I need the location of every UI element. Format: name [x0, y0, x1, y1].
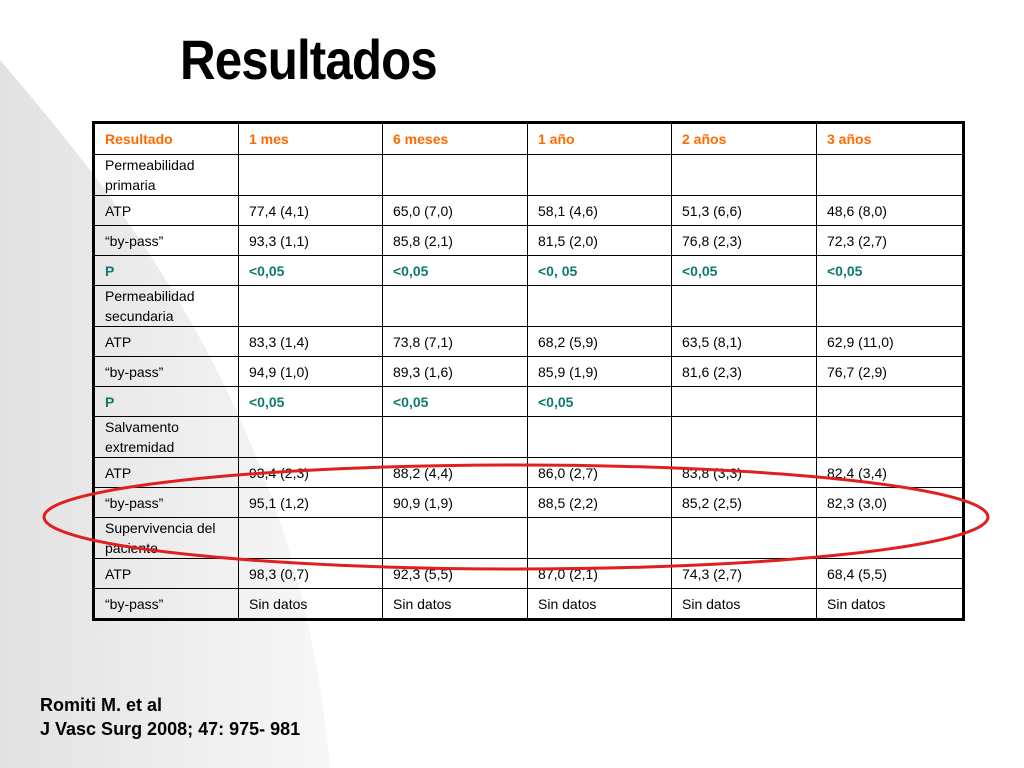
results-table — [92, 121, 965, 621]
table-cell — [672, 286, 817, 327]
table-cell: 65,0 (7,0) — [383, 196, 528, 226]
table-cell: 93,4 (2,3) — [239, 458, 383, 488]
table-cell: 63,5 (8,1) — [672, 327, 817, 357]
table-cell: <0,05 — [672, 256, 817, 286]
table-cell: <0, 05 — [528, 256, 672, 286]
table-cell — [528, 518, 672, 559]
table-cell: <0,05 — [817, 256, 964, 286]
table-row — [94, 196, 964, 226]
table-cell: 83,8 (3,3) — [672, 458, 817, 488]
table-cell — [528, 286, 672, 327]
table-cell — [672, 155, 817, 196]
table-cell: 83,3 (1,4) — [239, 327, 383, 357]
table-cell: 72,3 (2,7) — [817, 226, 964, 256]
table-cell — [672, 387, 817, 417]
row-label-cell: “by-pass” — [94, 589, 239, 620]
column-header: Resultado — [94, 123, 239, 155]
row-label-cell: P — [94, 387, 239, 417]
table-cell: 90,9 (1,9) — [383, 488, 528, 518]
citation-authors: Romiti M. et al — [40, 695, 163, 715]
row-label-cell: “by-pass” — [94, 357, 239, 387]
table-cell: <0,05 — [239, 387, 383, 417]
table-cell: Sin datos — [239, 589, 383, 620]
table-cell: <0,05 — [528, 387, 672, 417]
table-row — [94, 458, 964, 488]
table-cell — [239, 155, 383, 196]
table-cell: 88,5 (2,2) — [528, 488, 672, 518]
table-cell — [383, 417, 528, 458]
table-row — [94, 589, 964, 620]
row-label-cell: “by-pass” — [94, 488, 239, 518]
table-cell: 98,3 (0,7) — [239, 559, 383, 589]
table-cell — [239, 417, 383, 458]
column-header: 2 años — [672, 123, 817, 155]
table-row — [94, 226, 964, 256]
table-row — [94, 327, 964, 357]
table-row — [94, 488, 964, 518]
table-cell: 85,2 (2,5) — [672, 488, 817, 518]
table-group-row — [94, 155, 964, 196]
table-cell — [817, 155, 964, 196]
table-cell — [672, 417, 817, 458]
table-cell: 81,6 (2,3) — [672, 357, 817, 387]
row-label-cell: P — [94, 256, 239, 286]
row-label-cell: Salvamento extremidad — [94, 417, 239, 458]
column-header: 1 año — [528, 123, 672, 155]
table-cell — [817, 518, 964, 559]
table-cell — [383, 155, 528, 196]
table-cell: 89,3 (1,6) — [383, 357, 528, 387]
table-cell — [528, 155, 672, 196]
table-p-value-row — [94, 256, 964, 286]
table-cell: 82,4 (3,4) — [817, 458, 964, 488]
row-label-cell: ATP — [94, 327, 239, 357]
table-cell: 94,9 (1,0) — [239, 357, 383, 387]
column-header: 3 años — [817, 123, 964, 155]
table-cell — [672, 518, 817, 559]
table-header-row — [94, 123, 964, 155]
table-cell: 82,3 (3,0) — [817, 488, 964, 518]
table-cell: 85,8 (2,1) — [383, 226, 528, 256]
table-cell: 87,0 (2,1) — [528, 559, 672, 589]
citation — [40, 693, 300, 741]
citation-journal: J Vasc Surg 2008; 47: 975- 981 — [40, 719, 301, 739]
table-row — [94, 357, 964, 387]
table-cell: 62,9 (11,0) — [817, 327, 964, 357]
table-cell: 76,7 (2,9) — [817, 357, 964, 387]
table-cell: 73,8 (7,1) — [383, 327, 528, 357]
table-body — [94, 155, 964, 620]
table-cell: 74,3 (2,7) — [672, 559, 817, 589]
table-cell: <0,05 — [383, 387, 528, 417]
table-group-row — [94, 417, 964, 458]
table-cell: 48,6 (8,0) — [817, 196, 964, 226]
table-cell — [383, 286, 528, 327]
table-cell: 88,2 (4,4) — [383, 458, 528, 488]
row-label-cell: Supervivencia del paciente — [94, 518, 239, 559]
row-label-cell: ATP — [94, 196, 239, 226]
table-cell: 77,4 (4,1) — [239, 196, 383, 226]
row-label-cell: ATP — [94, 458, 239, 488]
row-label-cell: Permeabilidad secundaria — [94, 286, 239, 327]
table-cell — [817, 387, 964, 417]
table-cell: 95,1 (1,2) — [239, 488, 383, 518]
table-cell: Sin datos — [528, 589, 672, 620]
row-label-cell: Permeabilidad primaria — [94, 155, 239, 196]
table-cell — [817, 286, 964, 327]
table-cell: 68,2 (5,9) — [528, 327, 672, 357]
table-cell: 92,3 (5,5) — [383, 559, 528, 589]
table-cell — [239, 518, 383, 559]
table-row — [94, 559, 964, 589]
table-group-row — [94, 286, 964, 327]
table-p-value-row — [94, 387, 964, 417]
table-group-row — [94, 518, 964, 559]
table-cell: 58,1 (4,6) — [528, 196, 672, 226]
table-cell: 85,9 (1,9) — [528, 357, 672, 387]
table-cell: Sin datos — [383, 589, 528, 620]
table-cell: <0,05 — [383, 256, 528, 286]
row-label-cell: “by-pass” — [94, 226, 239, 256]
table-cell: Sin datos — [672, 589, 817, 620]
row-label-cell: ATP — [94, 559, 239, 589]
page-title: Resultados — [180, 28, 437, 91]
table-cell — [817, 417, 964, 458]
table-cell: <0,05 — [239, 256, 383, 286]
table-cell: 68,4 (5,5) — [817, 559, 964, 589]
table-cell: Sin datos — [817, 589, 964, 620]
table-cell — [239, 286, 383, 327]
table-cell: 51,3 (6,6) — [672, 196, 817, 226]
column-header: 6 meses — [383, 123, 528, 155]
table-cell: 86,0 (2,7) — [528, 458, 672, 488]
table-cell: 81,5 (2,0) — [528, 226, 672, 256]
table-cell: 76,8 (2,3) — [672, 226, 817, 256]
table-cell — [528, 417, 672, 458]
table-cell: 93,3 (1,1) — [239, 226, 383, 256]
table-cell — [383, 518, 528, 559]
column-header: 1 mes — [239, 123, 383, 155]
